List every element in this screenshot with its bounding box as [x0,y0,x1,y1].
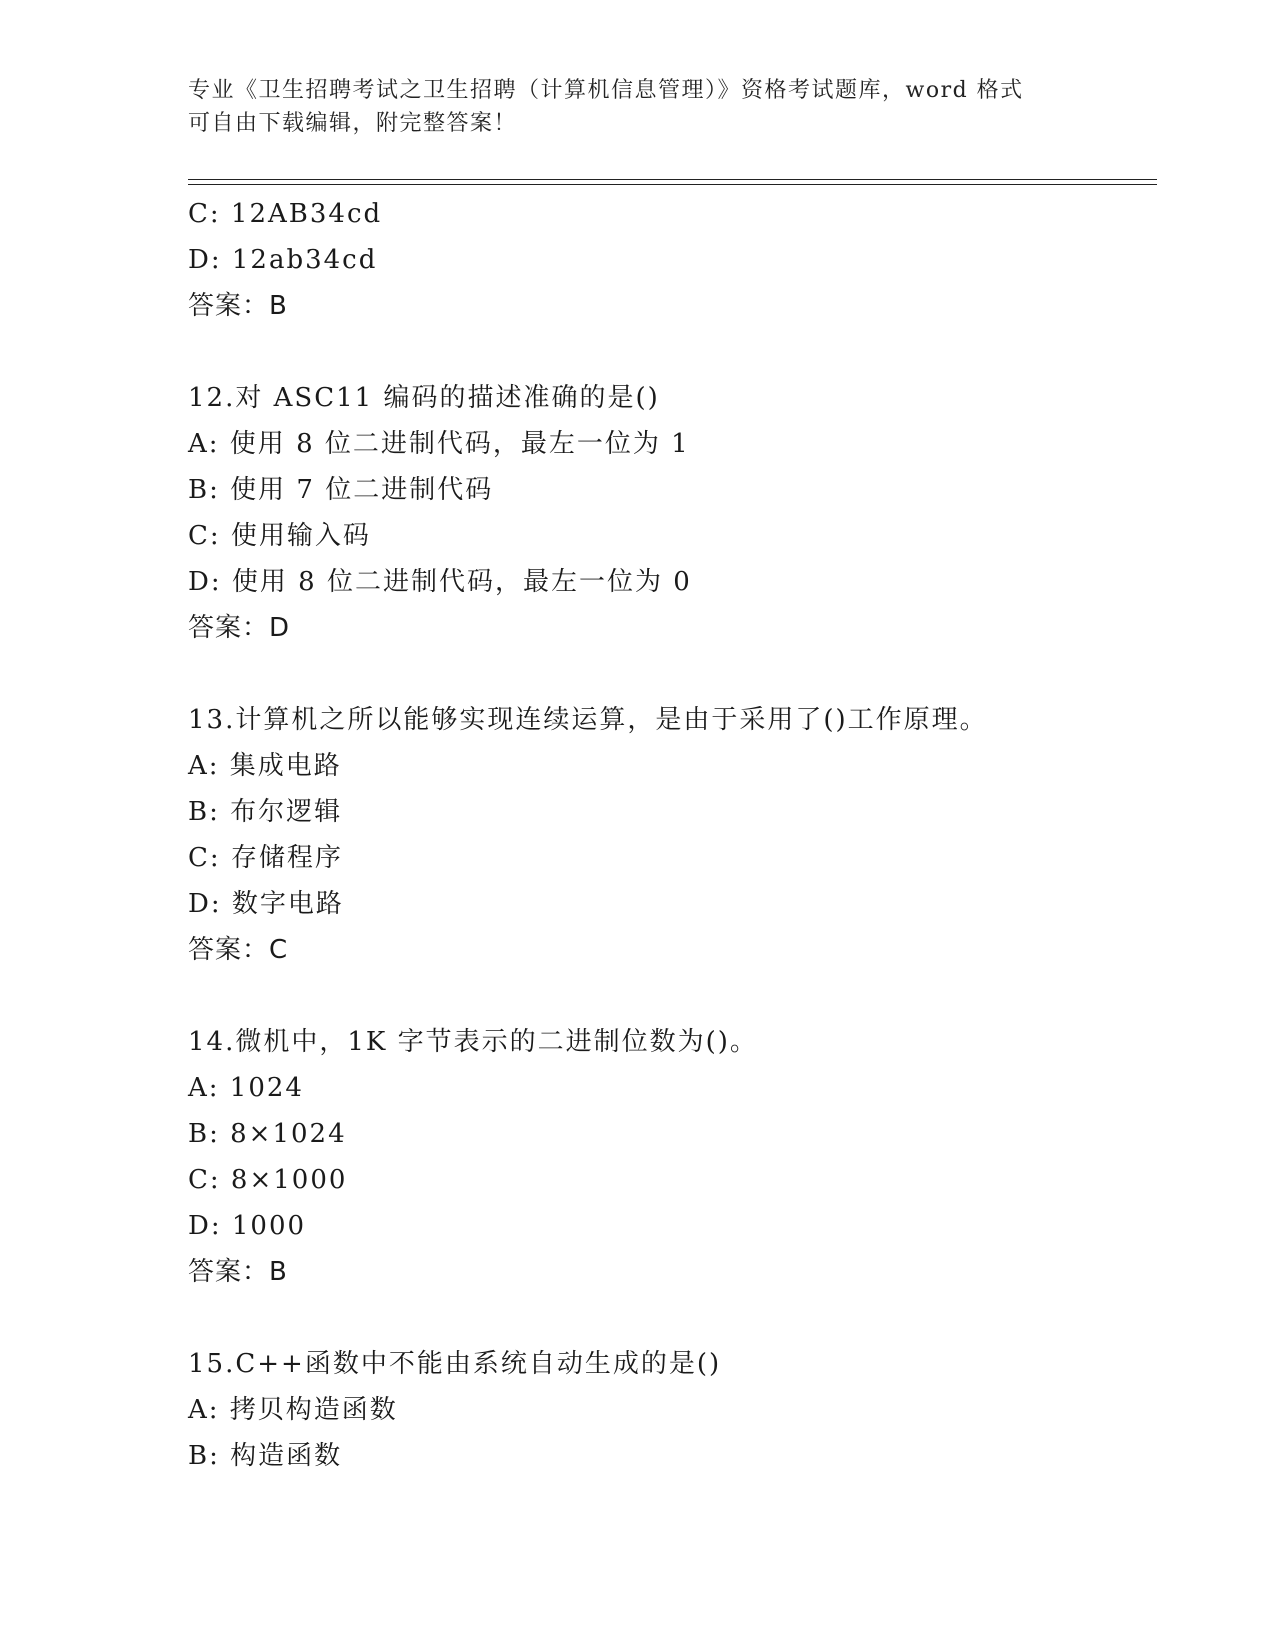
question-14 [188,1019,1148,1295]
option-b: B: 布尔逻辑 [188,797,343,827]
spacer [188,651,1148,697]
option-a: A: 集成电路 [188,751,342,781]
option-b: B: 8×1024 [188,1119,347,1149]
question-15 [188,1341,1148,1479]
header-line-1: 专业《卫生招聘考试之卫生招聘（计算机信息管理）》资格考试题库，word 格式 [188,78,1024,103]
spacer [188,1295,1148,1341]
option-d: D: 1000 [188,1211,307,1241]
question-11-continued [188,191,1148,329]
header-rule-bottom [188,184,1157,185]
option-c: C: 使用输入码 [188,521,371,551]
answer-line: 答案：B [188,1257,288,1287]
option-b: B: 使用 7 位二进制代码 [188,475,494,505]
answer-line: 答案：B [188,291,288,321]
spacer [188,973,1148,1019]
option-d: D: 数字电路 [188,889,344,919]
header-rule-top [188,179,1157,180]
document-header [188,74,1088,140]
option-d: D: 12ab34cd [188,245,378,275]
option-a: A: 1024 [188,1073,304,1103]
option-b: B: 构造函数 [188,1441,343,1471]
spacer [188,329,1148,375]
question-stem: 13.计算机之所以能够实现连续运算，是由于采用了()工作原理。 [188,705,988,735]
answer-line: 答案：C [188,935,289,965]
option-d: D: 使用 8 位二进制代码，最左一位为 0 [188,567,692,597]
option-a: A: 拷贝构造函数 [188,1395,398,1425]
question-list [188,191,1148,1479]
option-c: C: 12AB34cd [188,199,383,229]
option-c: C: 8×1000 [188,1165,348,1195]
question-stem: 14.微机中，1K 字节表示的二进制位数为()。 [188,1027,758,1057]
header-line-2: 可自由下载编辑，附完整答案！ [188,111,518,136]
question-13 [188,697,1148,973]
answer-line: 答案：D [188,613,291,643]
question-stem: 12.对 ASC11 编码的描述准确的是() [188,383,660,413]
option-a: A: 使用 8 位二进制代码，最左一位为 1 [188,429,690,459]
question-12 [188,375,1148,651]
option-c: C: 存储程序 [188,843,343,873]
question-stem: 15.C++函数中不能由系统自动生成的是() [188,1349,722,1379]
